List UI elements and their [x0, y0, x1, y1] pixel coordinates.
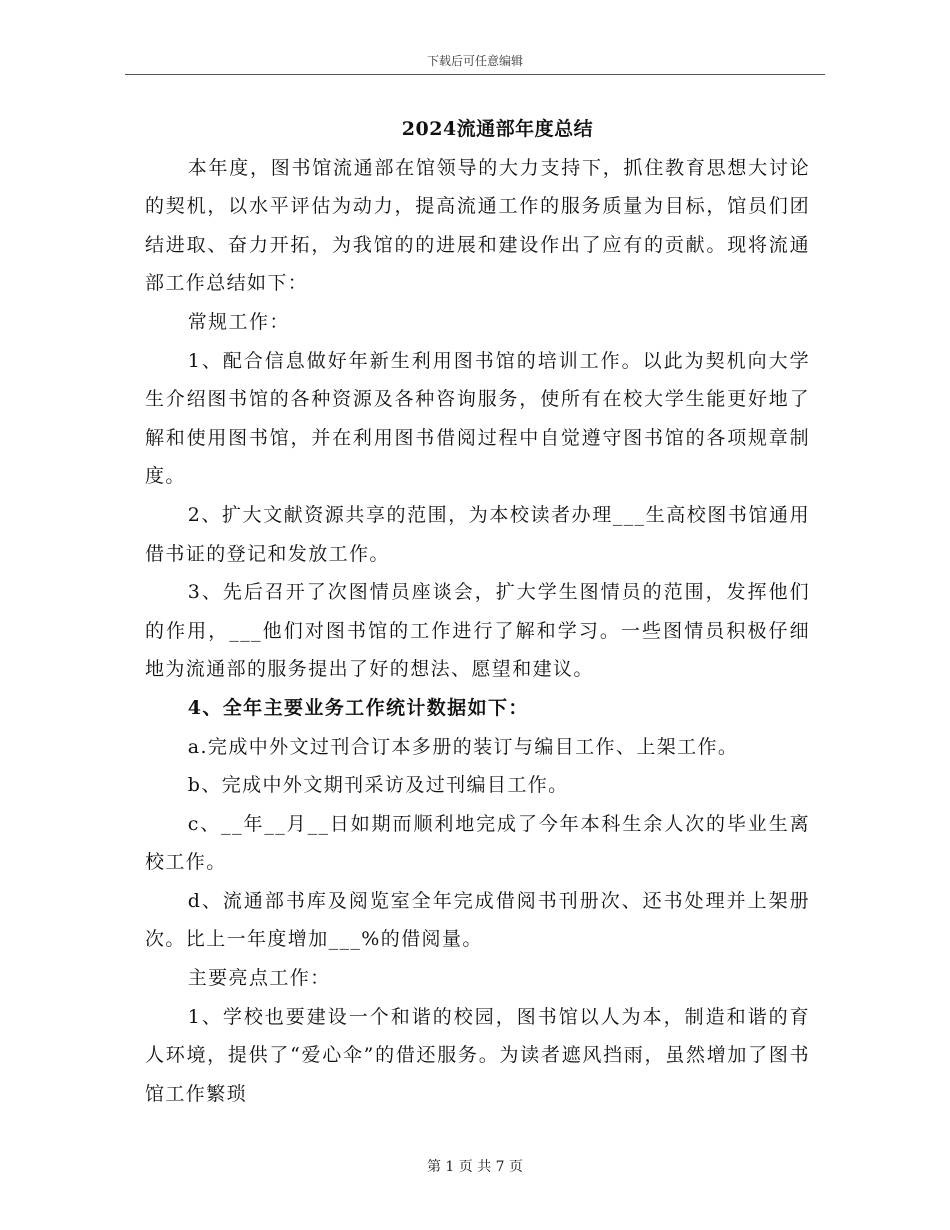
paragraph-highlight-1: 1、学校也要建设一个和谐的校园，图书馆以人为本，制造和谐的育人环境，提供了“爱心伞”的借还服务。为读者遮风挡雨，虽然增加了图书馆工作繁琐	[145, 1005, 810, 1105]
paragraph-item-2: 2、扩大文献资源共享的范围，为本校读者办理___生高校图书馆通用借书证的登记和发放工作。	[145, 503, 810, 565]
paragraph-item-c: c、__年__月__日如期而顺利地完成了今年本科生余人次的毕业生离校工作。	[145, 812, 810, 874]
paragraph-intro: 本年度，图书馆流通部在馆领导的大力支持下，抓住教育思想大讨论的契机，以水平评估为动力，提高流通工作的服务质量为目标，馆员们团结进取、奋力开拓，为我馆的的进展和建设作出了应有的贡献。现将流通部工作总结如下：	[145, 156, 810, 295]
page-number: 第 1 页 共 7 页	[426, 1159, 524, 1175]
header-rule	[125, 74, 825, 75]
paragraph-item-d: d、流通部书库及阅览室全年完成借阅书刊册次、还书处理并上架册次。比上一年度增加___%的借阅量。	[145, 889, 810, 951]
section-heading-highlights: 主要亮点工作：	[187, 967, 331, 990]
document-title: 2024流通部年度总结	[401, 118, 594, 140]
paragraph-item-4-heading: 4、全年主要业务工作统计数据如下：	[187, 696, 529, 719]
document-body	[145, 110, 810, 1113]
section-heading-routine: 常规工作：	[187, 310, 290, 333]
paragraph-item-b: b、完成中外文期刊采访及过刊编目工作。	[187, 774, 569, 797]
paragraph-item-3: 3、先后召开了次图情员座谈会，扩大学生图情员的范围，发挥他们的作用，___他们对图书馆的工作进行了解和学习。一些图情员积极仔细地为流通部的服务提出了好的想法、愿望和建议。	[145, 581, 810, 681]
header-note: 下载后可任意编辑	[426, 54, 523, 68]
paragraph-item-a: a.完成中外文过刊合订本多册的装订与编目工作、上架工作。	[187, 735, 739, 758]
paragraph-item-1: 1、配合信息做好年新生利用图书馆的培训工作。以此为契机向大学生介绍图书馆的各种资源及各种咨询服务，使所有在校大学生能更好地了解和使用图书馆，并在利用图书借阅过程中自觉遵守图书馆的各项规章制度。	[145, 349, 810, 488]
